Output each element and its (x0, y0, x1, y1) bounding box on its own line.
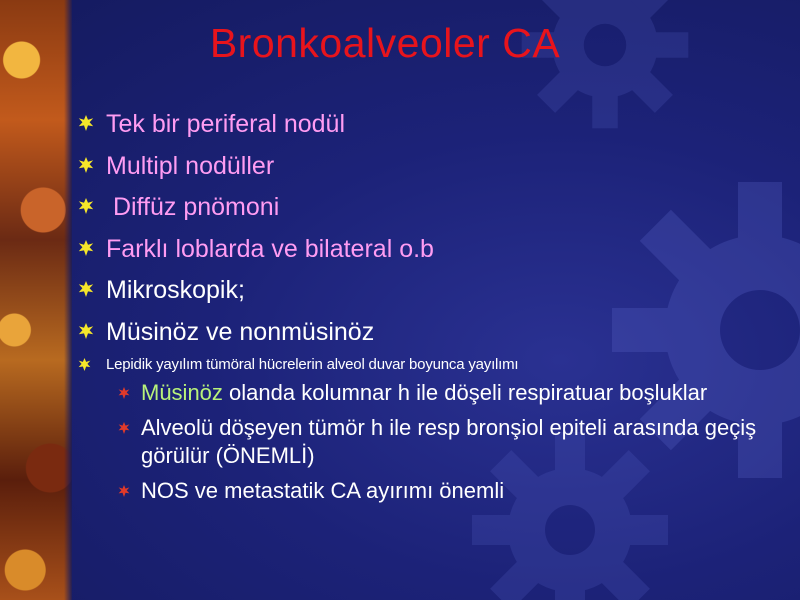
sub-bullet-text: olanda kolumnar h ile döşeli respiratuar boşluklar (222, 380, 708, 405)
yellow-starburst-bullet-icon (78, 240, 94, 256)
sub-bullet-text: NOS ve metastatik CA ayırımı önemli (141, 478, 505, 503)
bullet-text: Lepidik yayılım tümöral hücrelerin alveol duvar boyunca yayılımı (106, 356, 519, 373)
yellow-starburst-bullet-icon (78, 198, 94, 214)
sub-bullet-list (78, 379, 778, 505)
bullet-text: Multipl nodüller (106, 151, 275, 180)
bullet-item (78, 146, 778, 188)
yellow-starburst-bullet-icon (78, 358, 91, 371)
bullet-list (78, 104, 778, 377)
yellow-starburst-bullet-icon (78, 323, 94, 339)
bullet-text: Farklı loblarda ve bilateral o.b (106, 234, 434, 263)
bullet-item (78, 270, 778, 312)
red-starburst-bullet-icon (118, 422, 130, 434)
bullet-item (78, 229, 778, 271)
sub-bullet-item (118, 477, 778, 505)
sub-bullet-text: Alveolü döşeyen tümör h ile resp bronşiol epiteli arasında geçiş görülür (ÖNEMLİ) (141, 415, 757, 468)
yellow-starburst-bullet-icon (78, 157, 94, 173)
red-starburst-bullet-icon (118, 387, 130, 399)
bullet-text: Müsinöz ve nonmüsinöz (106, 317, 375, 346)
highlight-term: Müsinöz (141, 380, 223, 405)
bullet-item (78, 187, 778, 229)
sub-bullet-item (118, 379, 778, 407)
sub-bullet-item (118, 414, 778, 470)
yellow-starburst-bullet-icon (78, 115, 94, 131)
bullet-item (78, 312, 778, 354)
red-starburst-bullet-icon (118, 485, 130, 497)
decorative-side-strip (0, 0, 72, 600)
bullet-item (78, 353, 778, 377)
bullet-item (78, 104, 778, 146)
bullet-text: Diffüz pnömoni (106, 193, 280, 221)
bullet-text: Tek bir periferal nodül (106, 110, 346, 138)
slide-content (78, 104, 778, 512)
yellow-starburst-bullet-icon (78, 281, 94, 297)
slide-title: Bronkoalveoler CA (209, 20, 561, 66)
bullet-text: Mikroskopik; (106, 276, 245, 304)
